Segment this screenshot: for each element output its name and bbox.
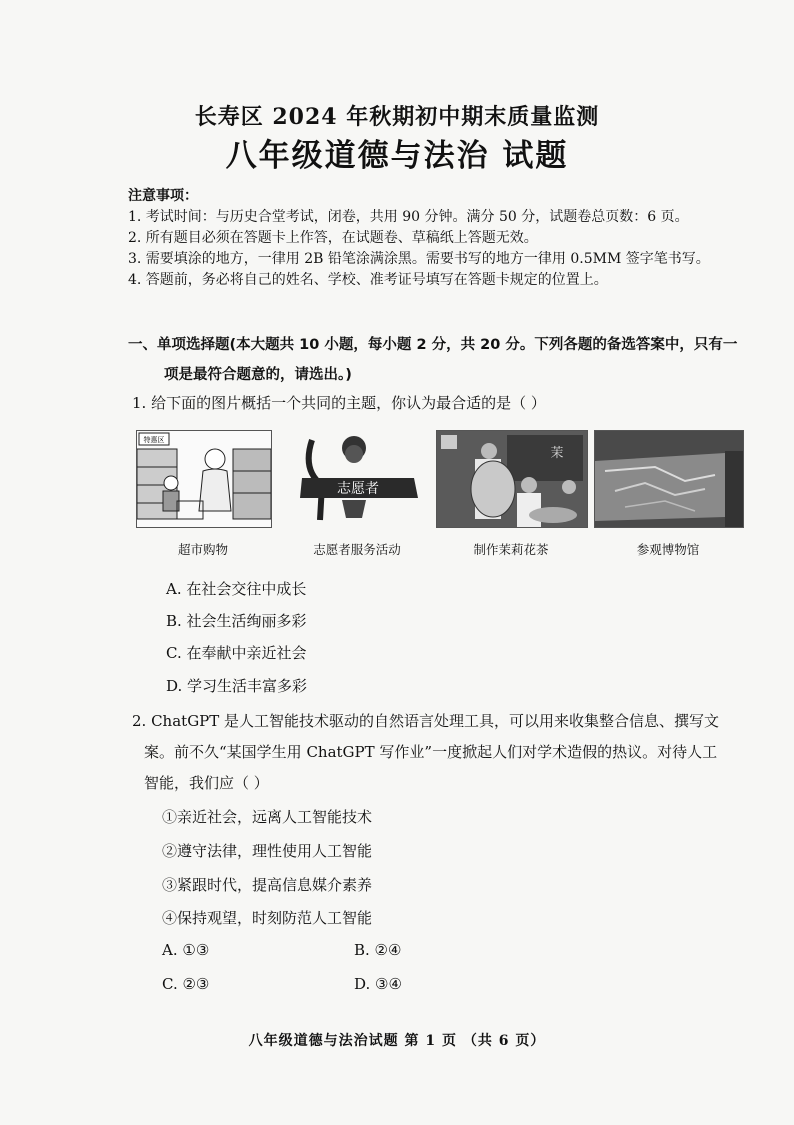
q1-option-c: C. 在奉献中亲近社会 — [166, 644, 307, 662]
q2-statement-2: ②遵守法律，理性使用人工智能 — [162, 842, 373, 860]
page-footer: 八年级道德与法治试题 第 1 页 （共 6 页） — [248, 1033, 546, 1049]
section-1-line2: 项是最符合题意的，请选出。) — [164, 367, 352, 383]
tea-sign-text: 茉 — [550, 446, 564, 461]
q2-option-b: B. ②④ — [354, 941, 402, 959]
q2-line2: 案。前不久“某国学生用 ChatGPT 写作业”一度掀起人们对学术造假的热议。对待人工 — [144, 743, 718, 761]
notice-section — [128, 186, 768, 291]
notice-item-3: 3. 需要填涂的地方，一律用 2B 铅笔涂满涂黑。需要书写的地方一律用 0.5MM 签字笔书写。 — [128, 251, 710, 267]
q1-option-b: B. 社会生活绚丽多彩 — [166, 612, 307, 630]
question-1-images — [132, 430, 744, 560]
exam-title-line2: 八年级道德与法治 试题 — [225, 138, 569, 174]
volunteer-sign-text: 志愿者 — [337, 481, 379, 497]
notice-item-1: 1. 考试时间：与历史合堂考试，闭卷，共用 90 分钟。满分 50 分，试题卷总页数：6 页。 — [128, 209, 689, 225]
caption-volunteer: 志愿者服务活动 — [313, 542, 401, 557]
q2-option-c: C. ②③ — [162, 975, 210, 993]
exam-title-line1: 长寿区 2024 年秋期初中期末质量监测 — [194, 104, 600, 130]
museum-image — [594, 430, 744, 528]
q1-option-d: D. 学习生活丰富多彩 — [166, 677, 308, 695]
volunteer-image — [292, 430, 422, 526]
notice-heading: 注意事项： — [128, 188, 198, 204]
shop-sign-text: 特惠区 — [143, 436, 165, 444]
q2-statement-1: ①亲近社会，远离人工智能技术 — [162, 808, 373, 826]
caption-supermarket: 超市购物 — [177, 542, 228, 557]
question-2-stem — [132, 706, 762, 799]
q2-option-d: D. ③④ — [354, 975, 402, 993]
notice-item-4: 4. 答题前，务必将自己的姓名、学校、准考证号填写在答题卡规定的位置上。 — [128, 272, 608, 288]
q2-option-a: A. ①③ — [162, 941, 210, 959]
q2-line1: 2. ChatGPT 是人工智能技术驱动的自然语言处理工具，可以用来收集整合信息、撰写文 — [132, 712, 720, 730]
q2-statement-4: ④保持观望，时刻防范人工智能 — [162, 909, 373, 927]
section-1-line1: 一、单项选择题(本大题共 10 小题，每小题 2 分，共 20 分。下列各题的备选答案中，只有一 — [128, 337, 738, 353]
notice-item-2: 2. 所有题目必须在答题卡上作答，在试题卷、草稿纸上答题无效。 — [128, 230, 538, 246]
q1-option-a: A. 在社会交往中成长 — [166, 580, 307, 598]
q2-statement-3: ③紧跟时代，提高信息媒介素养 — [162, 876, 373, 894]
section-1-heading — [128, 330, 768, 390]
question-1-stem: 1. 给下面的图片概括一个共同的主题，你认为最合适的是（ ） — [132, 394, 546, 412]
supermarket-image — [136, 430, 272, 528]
caption-tea: 制作茉莉花茶 — [473, 542, 549, 557]
tea-making-image — [436, 430, 588, 528]
q2-line3: 智能，我们应（ ） — [144, 774, 269, 792]
caption-museum: 参观博物馆 — [636, 542, 700, 557]
